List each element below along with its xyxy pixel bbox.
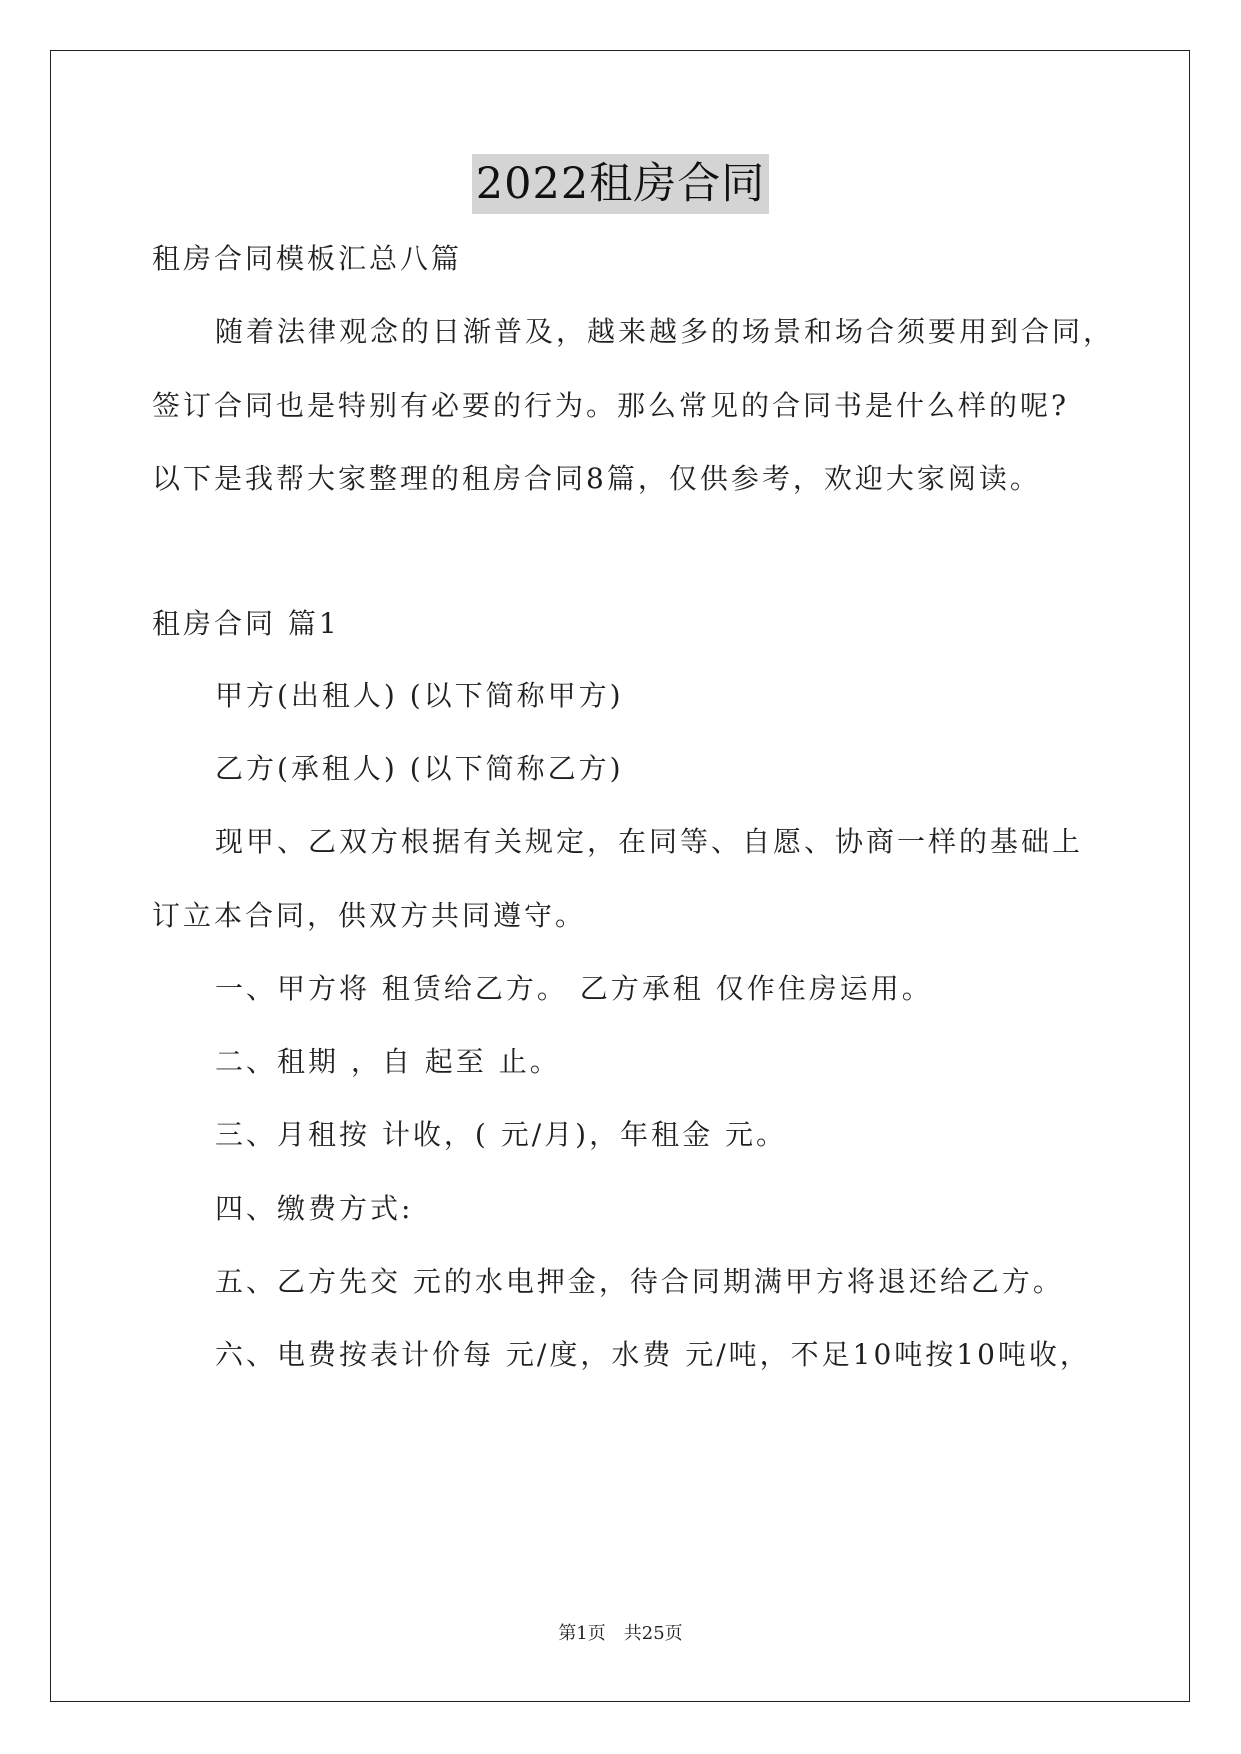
intro-line-1: 随着法律观念的日渐普及，越来越多的场景和场合须要用到合同， (215, 315, 1115, 348)
document-title: 2022租房合同 (472, 154, 769, 214)
page-border (50, 50, 1190, 1702)
paragraph-agreement-line-1: 现甲、乙双方根据有关规定，在同等、自愿、协商一样的基础上 (215, 825, 1084, 858)
paragraph-party-a: 甲方(出租人) (以下简称甲方) (215, 679, 624, 712)
page-number: 第1页 (558, 1623, 606, 1644)
clause-4: 四、缴费方式: (215, 1192, 414, 1225)
intro-line-2: 签订合同也是特别有必要的行为。那么常见的合同书是什么样的呢? (152, 389, 1070, 422)
section-heading: 租房合同 篇1 (152, 607, 340, 640)
page-footer (0, 1622, 1241, 1646)
intro-line-3: 以下是我帮大家整理的租房合同8篇，仅供参考，欢迎大家阅读。 (152, 462, 1041, 495)
clause-5: 五、乙方先交 元的水电押金，待合同期满甲方将退还给乙方。 (215, 1265, 1064, 1298)
clause-2: 二、租期 ，自 起至 止。 (215, 1045, 561, 1078)
title-container (0, 154, 1241, 214)
paragraph-agreement-line-2: 订立本合同，供双方共同遵守。 (152, 899, 587, 932)
document-subtitle: 租房合同模板汇总八篇 (152, 242, 463, 275)
clause-1: 一、甲方将 租赁给乙方。 乙方承租 仅作住房运用。 (215, 972, 933, 1005)
clause-6: 六、电费按表计价每 元/度，水费 元/吨，不足10吨按10吨收， (215, 1338, 1091, 1371)
paragraph-party-b: 乙方(承租人) (以下简称乙方) (215, 752, 624, 785)
clause-3: 三、月租按 计收，( 元/月)，年租金 元。 (215, 1118, 787, 1151)
page-total: 共25页 (623, 1623, 683, 1644)
